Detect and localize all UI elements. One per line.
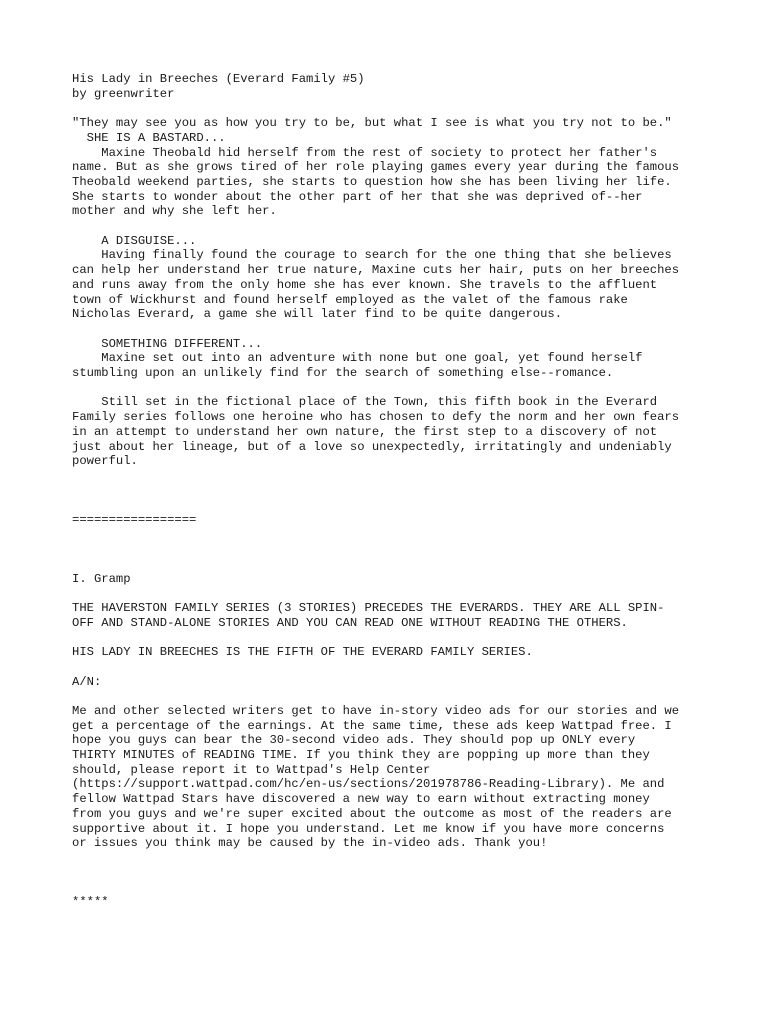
paragraph-line: mother and why she left her.: [72, 204, 277, 219]
author-note-label: A/N:: [72, 674, 102, 689]
book-title: His Lady in Breeches (Everard Family #5): [72, 72, 365, 86]
author-byline: by greenwriter: [72, 86, 175, 101]
author-note-line: get a percentage of the earnings. At the same time, these ads keep Wattpad free. I: [72, 718, 672, 733]
paragraph-line: and runs away from the only home she has ever known. She travels to the affluent: [72, 277, 658, 292]
section-divider: =================: [72, 512, 197, 527]
section-heading: A DISGUISE...: [72, 233, 197, 248]
author-note-line: from you guys and we're super excited about the outcome as most of the readers are: [72, 806, 672, 821]
paragraph-line: Maxine set out into an adventure with none but one goal, yet found herself: [72, 351, 643, 366]
paragraph-line: She starts to wonder about the other part of her that she was deprived of--her: [72, 189, 643, 204]
end-marker: *****: [72, 894, 109, 909]
paragraph-line: powerful.: [72, 454, 138, 469]
author-note-line: or issues you think may be caused by the in-video ads. Thank you!: [72, 836, 548, 851]
series-note-line: OFF AND STAND-ALONE STORIES AND YOU CAN READ ONE WITHOUT READING THE OTHERS.: [72, 615, 628, 630]
paragraph-line: Maxine Theobald hid herself from the rest of society to protect her father's: [72, 145, 658, 160]
section-heading: SOMETHING DIFFERENT...: [72, 336, 263, 351]
paragraph-line: town of Wickhurst and found herself employed as the valet of the famous rake: [72, 292, 628, 307]
paragraph-line: in an attempt to understand her own nature, the first step to a discovery of not: [72, 424, 658, 439]
blurb-quote: "They may see you as how you try to be, but what I see is what you try not to be.": [72, 116, 672, 131]
paragraph-line: name. But as she grows tired of her role playing games every year during the famous: [72, 160, 680, 175]
author-note-line: (https://support.wattpad.com/hc/en-us/sections/201978786-Reading-Library). Me and: [72, 777, 665, 792]
paragraph-line: stumbling upon an unlikely find for the search of something else--romance.: [72, 366, 614, 381]
author-note-line: Me and other selected writers get to have in-story video ads for our stories and we: [72, 703, 680, 718]
paragraph-line: Family series follows one heroine who has chosen to defy the norm and her own fears: [72, 410, 680, 425]
paragraph-line: just about her lineage, but of a love so unexpectedly, irritatingly and undeniably: [72, 439, 672, 454]
paragraph-line: Having finally found the courage to search for the one thing that she believes: [72, 248, 672, 263]
paragraph-line: Theobald weekend parties, she starts to question how she has been living her life.: [72, 174, 672, 189]
author-note-line: supportive about it. I hope you understand. Let me know if you have more concerns: [72, 821, 665, 836]
author-note-line: hope you guys can bear the 30-second video ads. They should pop up ONLY every: [72, 733, 636, 748]
paragraph-line: Nicholas Everard, a game she will later find to be quite dangerous.: [72, 307, 563, 322]
paragraph-line: Still set in the fictional place of the Town, this fifth book in the Everard: [72, 395, 658, 410]
section-heading: SHE IS A BASTARD...: [72, 130, 226, 145]
author-note-line: fellow Wattpad Stars have discovered a new way to earn without extracting money: [72, 792, 650, 807]
chapter-title: I. Gramp: [72, 571, 131, 586]
document-page: [72, 72, 702, 910]
author-note-line: THIRTY MINUTES of READING TIME. If you think they are popping up more than they: [72, 748, 650, 762]
paragraph-line: can help her understand her true nature, Maxine cuts her hair, puts on her breeches: [72, 263, 680, 278]
series-order-note: HIS LADY IN BREECHES IS THE FIFTH OF THE EVERARD FAMILY SERIES.: [72, 645, 533, 660]
author-note-line: should, please report it to Wattpad's Help Center: [72, 762, 431, 777]
series-note-line: THE HAVERSTON FAMILY SERIES (3 STORIES) PRECEDES THE EVERARDS. THEY ARE ALL SPIN-: [72, 601, 665, 616]
